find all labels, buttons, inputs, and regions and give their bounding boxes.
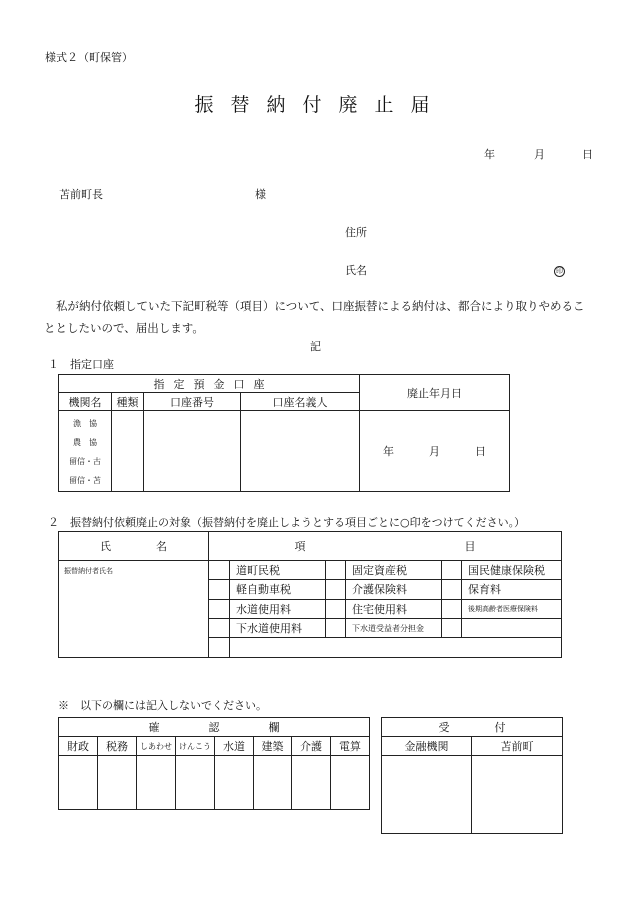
check-cell[interactable]	[326, 619, 346, 638]
check-cell[interactable]	[209, 599, 230, 618]
institution-list	[59, 411, 112, 492]
office-note: ※ 以下の欄には記入しないでください。	[58, 699, 267, 712]
check-cell[interactable]	[442, 619, 462, 638]
title-char-5: 止	[374, 94, 394, 116]
confirm-col-2: しあわせ	[137, 737, 176, 756]
confirm-header	[59, 718, 370, 737]
item-housing-fee: 住宅使用料	[346, 599, 442, 618]
title-char-0: 振	[194, 94, 214, 116]
confirm-header-char-1: 認	[208, 721, 220, 734]
date-year-label: 年	[484, 148, 495, 161]
confirm-stamp-cell	[292, 756, 331, 810]
section2-heading: ２ 振替納付依頼廃止の対象（振替納付を廃止しようとする項目ごとに○印をつけてください。）	[48, 516, 526, 529]
account-header-char-0: 指	[153, 377, 165, 391]
recipient-name: 苫前町長	[59, 188, 103, 201]
town-stamp	[472, 756, 563, 834]
item-care-insurance: 介護保険料	[346, 580, 442, 599]
account-header-char-3: 金	[213, 377, 225, 391]
receipt-table	[381, 717, 563, 834]
account-holder-cell	[241, 411, 360, 492]
confirm-stamp-cell	[59, 756, 98, 810]
name-header-char-1: 名	[156, 539, 167, 553]
designated-account-table	[58, 374, 510, 492]
receipt-header-char-1: 付	[494, 721, 506, 734]
financial-institution-stamp	[382, 756, 472, 834]
blank-row	[230, 638, 562, 658]
payer-name-cell	[59, 560, 209, 657]
abolish-month-label: 月	[429, 445, 440, 458]
confirm-col-1: 税務	[98, 737, 137, 756]
confirm-header-char-2: 欄	[268, 721, 280, 734]
item-sewer-beneficiary: 下水道受益者分担金	[346, 619, 442, 638]
payer-name-label: 振替納付者氏名	[64, 566, 113, 575]
col-tomamae-town: 苫前町	[472, 737, 563, 756]
section1-heading: １ 指定口座	[48, 358, 114, 371]
confirm-stamp-cell	[331, 756, 370, 810]
target-items-table	[58, 531, 562, 658]
name-header-char-0: 氏	[100, 539, 111, 553]
item-light-vehicle-tax: 軽自動車税	[230, 580, 326, 599]
institution-rumoi-toma: 留信・苫	[69, 476, 101, 485]
address-label: 住所	[345, 226, 367, 239]
check-cell[interactable]	[326, 599, 346, 618]
title-char-1: 替	[230, 94, 250, 116]
col-financial-institution: 金融機関	[382, 737, 472, 756]
item-header-char-0: 項	[294, 539, 306, 553]
col-account-holder: 口座名義人	[241, 393, 360, 411]
name-header	[59, 532, 209, 561]
check-cell[interactable]	[326, 560, 346, 579]
confirm-stamp-cell	[98, 756, 137, 810]
check-cell[interactable]	[209, 580, 230, 599]
account-group-header	[59, 375, 360, 393]
confirm-stamp-cell	[137, 756, 176, 810]
date-line	[484, 146, 593, 162]
check-cell[interactable]	[442, 599, 462, 618]
account-header-char-1: 定	[173, 377, 185, 391]
item-empty	[462, 619, 562, 638]
abolish-date-header: 廃止年月日	[360, 375, 510, 411]
item-elderly-medical: 後期高齢者医療保険料	[462, 599, 562, 618]
confirm-stamp-cell	[215, 756, 254, 810]
title-char-2: 納	[266, 94, 286, 116]
item-header	[209, 532, 562, 561]
abolish-day-label: 日	[475, 445, 486, 458]
confirm-col-4: 水道	[215, 737, 254, 756]
col-type: 種類	[112, 393, 144, 411]
confirm-header-char-0: 確	[148, 721, 160, 734]
item-header-char-1: 目	[464, 539, 476, 553]
seal-icon: 印	[556, 267, 563, 275]
document-title	[186, 90, 438, 117]
title-char-3: 付	[302, 94, 322, 116]
account-header-char-4: 口	[233, 377, 245, 391]
institution-fishery: 漁 協	[73, 419, 97, 428]
abolish-year-label: 年	[383, 445, 394, 458]
check-cell[interactable]	[209, 619, 230, 638]
confirm-table	[58, 717, 370, 810]
date-month-label: 月	[534, 148, 545, 161]
abolish-date-cell	[360, 411, 510, 492]
confirm-col-7: 電算	[331, 737, 370, 756]
check-cell[interactable]	[209, 560, 230, 579]
item-water-fee: 水道使用料	[230, 599, 326, 618]
check-cell[interactable]	[326, 580, 346, 599]
confirm-col-0: 財政	[59, 737, 98, 756]
recipient-honorific: 様	[255, 188, 266, 201]
receipt-header-char-0: 受	[438, 721, 450, 734]
check-cell[interactable]	[209, 638, 230, 658]
date-day-label: 日	[582, 148, 593, 161]
title-char-4: 廃	[338, 94, 358, 116]
form-number: 様式２（町保管）	[45, 51, 133, 64]
institution-rumoi-ko: 留信・古	[69, 457, 101, 466]
confirm-col-5: 建築	[254, 737, 292, 756]
item-health-insurance-tax: 国民健康保険税	[462, 560, 562, 579]
confirm-col-3: けんこう	[176, 737, 215, 756]
title-char-6: 届	[410, 94, 430, 116]
statement-paragraph: 私が納付依頼していた下記町税等（項目）について、口座振替による納付は、都合により取りやめることとしたいので、届出します。	[44, 299, 585, 335]
item-property-tax: 固定資産税	[346, 560, 442, 579]
check-cell[interactable]	[442, 580, 462, 599]
institution-agri: 農 協	[73, 438, 97, 447]
item-municipal-tax: 道町民税	[230, 560, 326, 579]
item-childcare-fee: 保育料	[462, 580, 562, 599]
seal-mark	[554, 263, 565, 277]
col-account-number: 口座番号	[144, 393, 241, 411]
confirm-stamp-cell	[176, 756, 215, 810]
account-header-char-5: 座	[253, 377, 265, 391]
name-label: 氏名	[345, 264, 367, 277]
type-cell	[112, 411, 144, 492]
confirm-col-6: 介護	[292, 737, 331, 756]
check-cell[interactable]	[442, 560, 462, 579]
account-number-cell	[144, 411, 241, 492]
item-sewer-fee: 下水道使用料	[230, 619, 326, 638]
ki-label: 記	[310, 340, 321, 353]
col-institution: 機関名	[59, 393, 112, 411]
receipt-header	[382, 718, 563, 737]
account-header-char-2: 預	[193, 377, 205, 391]
confirm-stamp-cell	[254, 756, 292, 810]
